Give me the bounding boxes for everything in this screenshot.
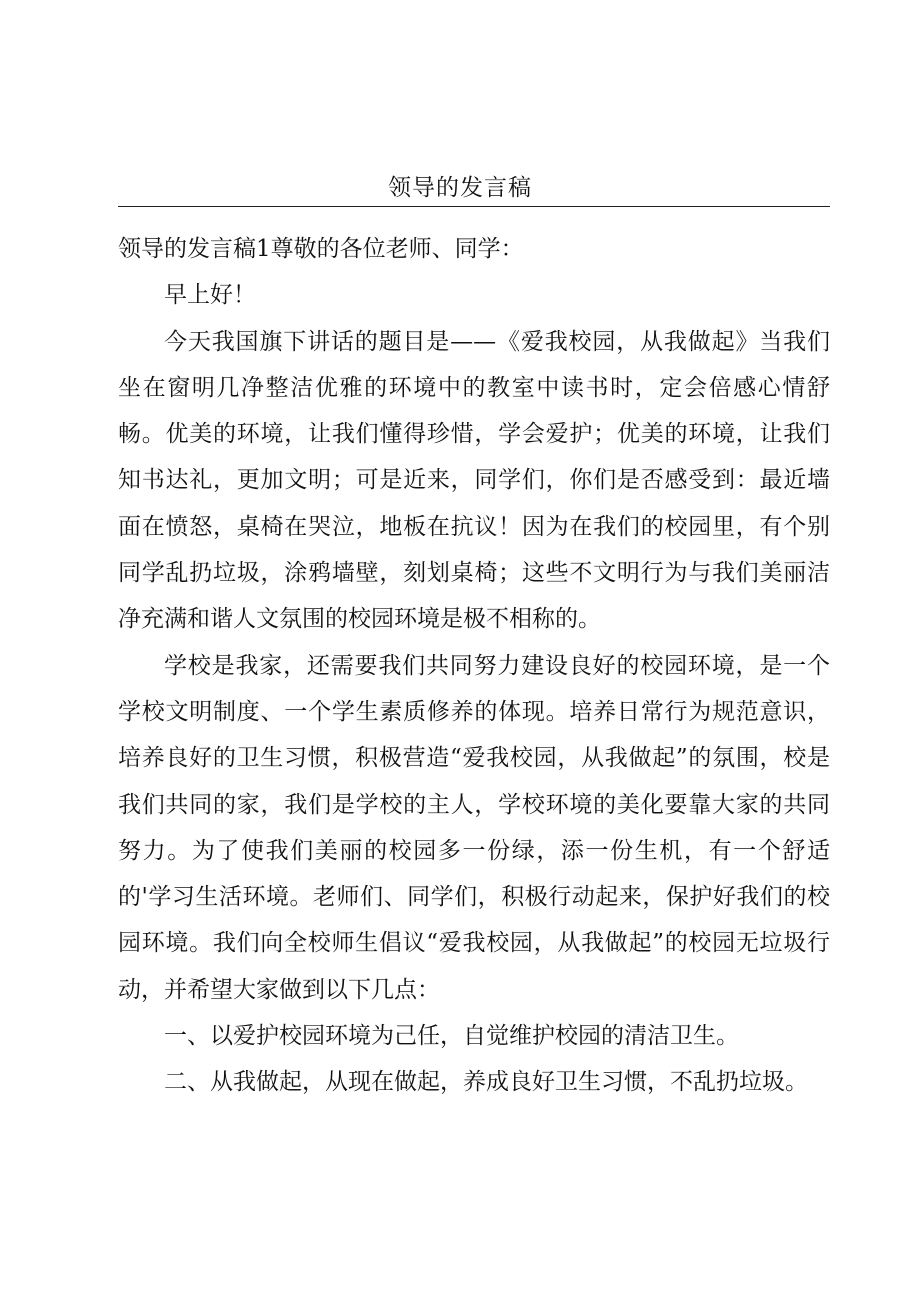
document-title: 领导的发言稿 [388,175,532,201]
paragraph-speech-intro: 今天我国旗下讲话的题目是——《爱我校园，从我做起》当我们坐在窗明几净整洁优雅的环境中的教室中读书时，定会倍感心情舒畅。优美的环境，让我们懂得珍惜，学会爱护；优美的环境，让我们知书达礼，更加文明；可是近来，同学们，你们是否感受到：最近墙面在愤怒，桌椅在哭泣，地板在抗议！因为在我们的校园里，有个别同学乱扔垃圾，涂鸦墙壁，刻划桌椅；这些不文明行为与我们美丽洁净充满和谐人文氛围的校园环境是极不相称的。 [118,328,830,633]
document-body [118,226,830,1106]
title-underline [118,206,830,207]
paragraph-point-two: 二、从我做起，从现在做起，养成良好卫生习惯，不乱扔垃圾。 [164,1069,808,1096]
paragraph-greeting: 早上好！ [164,282,256,309]
paragraph-point-one: 一、以爱护校园环境为己任，自觉维护校园的清洁卫生。 [164,1023,739,1050]
paragraph-school-home: 学校是我家，还需要我们共同努力建设良好的校园环境，是一个学校文明制度、一个学生素质修养的体现。培养日常行为规范意识，培养良好的卫生习惯，积极营造“爱我校园，从我做起”的氛围，校是我们共同的家，我们是学校的主人，学校环境的美化要靠大家的共同努力。为了使我们美丽的校园多一份绿，添一份生机，有一个舒适的'学习生活环境。老师们、同学们，积极行动起来，保护好我们的校园环境。我们向全校师生倡议“爱我校园，从我做起”的校园无垃圾行动，并希望大家做到以下几点： [118,652,830,1003]
paragraph-heading-line: 领导的发言稿1尊敬的各位老师、同学： [118,236,524,262]
